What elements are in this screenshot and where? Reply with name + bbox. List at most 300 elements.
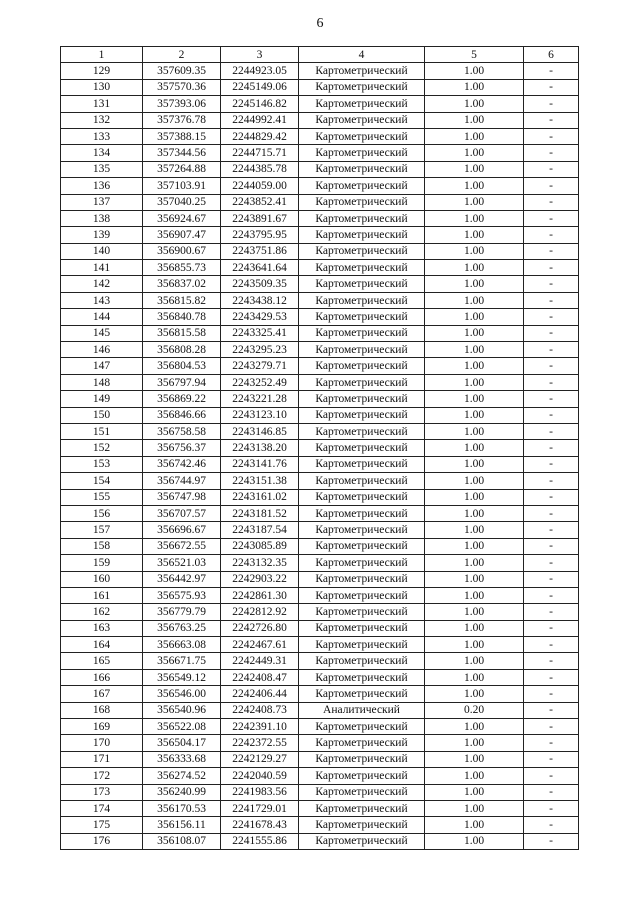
- table-row: [61, 538, 579, 554]
- method-cell: Картометрический: [299, 342, 425, 358]
- y-coordinate-cell: 2243509.35: [221, 276, 299, 292]
- note-cell: -: [524, 522, 579, 538]
- y-coordinate-cell: 2243123.10: [221, 407, 299, 423]
- table-row: [61, 604, 579, 620]
- method-cell: Картометрический: [299, 309, 425, 325]
- note-cell: -: [524, 260, 579, 276]
- accuracy-cell: 1.00: [425, 194, 524, 210]
- x-coordinate-cell: 356815.82: [143, 292, 221, 308]
- column-header-3: 3: [221, 47, 299, 63]
- point-number-cell: 161: [61, 587, 143, 603]
- method-cell: Картометрический: [299, 128, 425, 144]
- note-cell: -: [524, 178, 579, 194]
- method-cell: Картометрический: [299, 161, 425, 177]
- table-row: [61, 620, 579, 636]
- table-row: [61, 276, 579, 292]
- note-cell: -: [524, 407, 579, 423]
- y-coordinate-cell: 2242372.55: [221, 735, 299, 751]
- table-row: [61, 292, 579, 308]
- point-number-cell: 146: [61, 342, 143, 358]
- accuracy-cell: 1.00: [425, 309, 524, 325]
- point-number-cell: 157: [61, 522, 143, 538]
- method-cell: Картометрический: [299, 653, 425, 669]
- accuracy-cell: 1.00: [425, 538, 524, 554]
- accuracy-cell: 1.00: [425, 833, 524, 849]
- accuracy-cell: 1.00: [425, 751, 524, 767]
- point-number-cell: 168: [61, 702, 143, 718]
- point-number-cell: 136: [61, 178, 143, 194]
- table-row: [61, 653, 579, 669]
- point-number-cell: 149: [61, 391, 143, 407]
- method-cell: Картометрический: [299, 555, 425, 571]
- note-cell: -: [524, 800, 579, 816]
- accuracy-cell: 1.00: [425, 637, 524, 653]
- y-coordinate-cell: 2244059.00: [221, 178, 299, 194]
- y-coordinate-cell: 2243279.71: [221, 358, 299, 374]
- note-cell: -: [524, 325, 579, 341]
- accuracy-cell: 1.00: [425, 555, 524, 571]
- point-number-cell: 142: [61, 276, 143, 292]
- method-cell: Картометрический: [299, 260, 425, 276]
- note-cell: -: [524, 505, 579, 521]
- note-cell: -: [524, 473, 579, 489]
- y-coordinate-cell: 2243132.35: [221, 555, 299, 571]
- table-row: [61, 505, 579, 521]
- x-coordinate-cell: 356924.67: [143, 210, 221, 226]
- y-coordinate-cell: 2243221.28: [221, 391, 299, 407]
- point-number-cell: 165: [61, 653, 143, 669]
- y-coordinate-cell: 2243641.64: [221, 260, 299, 276]
- y-coordinate-cell: 2241729.01: [221, 800, 299, 816]
- accuracy-cell: 1.00: [425, 669, 524, 685]
- x-coordinate-cell: 356815.58: [143, 325, 221, 341]
- accuracy-cell: 1.00: [425, 407, 524, 423]
- x-coordinate-cell: 356840.78: [143, 309, 221, 325]
- note-cell: -: [524, 227, 579, 243]
- note-cell: -: [524, 210, 579, 226]
- y-coordinate-cell: 2243438.12: [221, 292, 299, 308]
- point-number-cell: 172: [61, 768, 143, 784]
- method-cell: Картометрический: [299, 833, 425, 849]
- table-row: [61, 243, 579, 259]
- y-coordinate-cell: 2243429.53: [221, 309, 299, 325]
- table-row: [61, 423, 579, 439]
- x-coordinate-cell: 356442.97: [143, 571, 221, 587]
- accuracy-cell: 1.00: [425, 784, 524, 800]
- table-row: [61, 440, 579, 456]
- point-number-cell: 151: [61, 423, 143, 439]
- table-header-row: [61, 47, 579, 63]
- accuracy-cell: 1.00: [425, 571, 524, 587]
- point-number-cell: 171: [61, 751, 143, 767]
- y-coordinate-cell: 2243751.86: [221, 243, 299, 259]
- method-cell: Картометрический: [299, 538, 425, 554]
- point-number-cell: 164: [61, 637, 143, 653]
- note-cell: -: [524, 751, 579, 767]
- x-coordinate-cell: 357264.88: [143, 161, 221, 177]
- method-cell: Картометрический: [299, 571, 425, 587]
- y-coordinate-cell: 2241555.86: [221, 833, 299, 849]
- table-row: [61, 522, 579, 538]
- method-cell: Картометрический: [299, 63, 425, 79]
- table-row: [61, 128, 579, 144]
- method-cell: Картометрический: [299, 669, 425, 685]
- note-cell: -: [524, 161, 579, 177]
- table-row: [61, 456, 579, 472]
- accuracy-cell: 1.00: [425, 260, 524, 276]
- table-row: [61, 555, 579, 571]
- x-coordinate-cell: 356156.11: [143, 817, 221, 833]
- x-coordinate-cell: 356707.57: [143, 505, 221, 521]
- table-row: [61, 145, 579, 161]
- y-coordinate-cell: 2242726.80: [221, 620, 299, 636]
- point-number-cell: 129: [61, 63, 143, 79]
- y-coordinate-cell: 2243146.85: [221, 423, 299, 439]
- table-row: [61, 374, 579, 390]
- note-cell: -: [524, 702, 579, 718]
- note-cell: -: [524, 440, 579, 456]
- accuracy-cell: 1.00: [425, 161, 524, 177]
- table-row: [61, 260, 579, 276]
- note-cell: -: [524, 555, 579, 571]
- accuracy-cell: 1.00: [425, 276, 524, 292]
- x-coordinate-cell: 357040.25: [143, 194, 221, 210]
- table-row: [61, 637, 579, 653]
- method-cell: Картометрический: [299, 719, 425, 735]
- point-number-cell: 158: [61, 538, 143, 554]
- method-cell: Картометрический: [299, 96, 425, 112]
- x-coordinate-cell: 356549.12: [143, 669, 221, 685]
- table-row: [61, 96, 579, 112]
- accuracy-cell: 1.00: [425, 686, 524, 702]
- accuracy-cell: 1.00: [425, 620, 524, 636]
- y-coordinate-cell: 2242129.27: [221, 751, 299, 767]
- table-row: [61, 309, 579, 325]
- point-number-cell: 162: [61, 604, 143, 620]
- accuracy-cell: 1.00: [425, 800, 524, 816]
- x-coordinate-cell: 357570.36: [143, 79, 221, 95]
- table-row: [61, 833, 579, 849]
- table-row: [61, 325, 579, 341]
- x-coordinate-cell: 356504.17: [143, 735, 221, 751]
- method-cell: Картометрический: [299, 620, 425, 636]
- point-number-cell: 130: [61, 79, 143, 95]
- method-cell: Картометрический: [299, 637, 425, 653]
- point-number-cell: 174: [61, 800, 143, 816]
- y-coordinate-cell: 2242391.10: [221, 719, 299, 735]
- y-coordinate-cell: 2243085.89: [221, 538, 299, 554]
- table-row: [61, 768, 579, 784]
- method-cell: Картометрический: [299, 391, 425, 407]
- column-header-5: 5: [425, 47, 524, 63]
- accuracy-cell: 1.00: [425, 96, 524, 112]
- y-coordinate-cell: 2242812.92: [221, 604, 299, 620]
- y-coordinate-cell: 2243252.49: [221, 374, 299, 390]
- point-number-cell: 133: [61, 128, 143, 144]
- note-cell: -: [524, 604, 579, 620]
- accuracy-cell: 1.00: [425, 587, 524, 603]
- y-coordinate-cell: 2242861.30: [221, 587, 299, 603]
- point-number-cell: 132: [61, 112, 143, 128]
- y-coordinate-cell: 2242406.44: [221, 686, 299, 702]
- method-cell: Картометрический: [299, 800, 425, 816]
- y-coordinate-cell: 2245149.06: [221, 79, 299, 95]
- accuracy-cell: 1.00: [425, 489, 524, 505]
- accuracy-cell: 1.00: [425, 292, 524, 308]
- method-cell: Картометрический: [299, 374, 425, 390]
- accuracy-cell: 1.00: [425, 63, 524, 79]
- column-header-6: 6: [524, 47, 579, 63]
- note-cell: -: [524, 489, 579, 505]
- accuracy-cell: 1.00: [425, 456, 524, 472]
- table-row: [61, 227, 579, 243]
- point-number-cell: 166: [61, 669, 143, 685]
- note-cell: -: [524, 768, 579, 784]
- point-number-cell: 143: [61, 292, 143, 308]
- note-cell: -: [524, 817, 579, 833]
- table-row: [61, 391, 579, 407]
- point-number-cell: 148: [61, 374, 143, 390]
- table-row: [61, 161, 579, 177]
- table-row: [61, 817, 579, 833]
- x-coordinate-cell: 356837.02: [143, 276, 221, 292]
- accuracy-cell: 1.00: [425, 735, 524, 751]
- x-coordinate-cell: 356108.07: [143, 833, 221, 849]
- table-row: [61, 784, 579, 800]
- note-cell: -: [524, 79, 579, 95]
- x-coordinate-cell: 356170.53: [143, 800, 221, 816]
- x-coordinate-cell: 357376.78: [143, 112, 221, 128]
- table-row: [61, 719, 579, 735]
- note-cell: -: [524, 669, 579, 685]
- x-coordinate-cell: 356900.67: [143, 243, 221, 259]
- point-number-cell: 154: [61, 473, 143, 489]
- accuracy-cell: 1.00: [425, 440, 524, 456]
- note-cell: -: [524, 735, 579, 751]
- y-coordinate-cell: 2245146.82: [221, 96, 299, 112]
- method-cell: Картометрический: [299, 522, 425, 538]
- table-row: [61, 800, 579, 816]
- point-number-cell: 134: [61, 145, 143, 161]
- method-cell: Картометрический: [299, 768, 425, 784]
- point-number-cell: 153: [61, 456, 143, 472]
- x-coordinate-cell: 356521.03: [143, 555, 221, 571]
- method-cell: Картометрический: [299, 325, 425, 341]
- table-row: [61, 686, 579, 702]
- accuracy-cell: 1.00: [425, 128, 524, 144]
- note-cell: -: [524, 686, 579, 702]
- y-coordinate-cell: 2242449.31: [221, 653, 299, 669]
- note-cell: -: [524, 391, 579, 407]
- y-coordinate-cell: 2244829.42: [221, 128, 299, 144]
- table-row: [61, 112, 579, 128]
- method-cell: Картометрический: [299, 751, 425, 767]
- method-cell: Картометрический: [299, 784, 425, 800]
- y-coordinate-cell: 2244923.05: [221, 63, 299, 79]
- note-cell: -: [524, 63, 579, 79]
- method-cell: Картометрический: [299, 817, 425, 833]
- x-coordinate-cell: 356742.46: [143, 456, 221, 472]
- accuracy-cell: 1.00: [425, 342, 524, 358]
- point-number-cell: 160: [61, 571, 143, 587]
- accuracy-cell: 1.00: [425, 423, 524, 439]
- table-row: [61, 702, 579, 718]
- page-number: 6: [316, 16, 324, 31]
- point-number-cell: 175: [61, 817, 143, 833]
- x-coordinate-cell: 357103.91: [143, 178, 221, 194]
- point-number-cell: 138: [61, 210, 143, 226]
- x-coordinate-cell: 356779.79: [143, 604, 221, 620]
- method-cell: Картометрический: [299, 210, 425, 226]
- y-coordinate-cell: 2243138.20: [221, 440, 299, 456]
- point-number-cell: 147: [61, 358, 143, 374]
- x-coordinate-cell: 356797.94: [143, 374, 221, 390]
- note-cell: -: [524, 309, 579, 325]
- method-cell: Картометрический: [299, 292, 425, 308]
- accuracy-cell: 1.00: [425, 145, 524, 161]
- accuracy-cell: 0.20: [425, 702, 524, 718]
- accuracy-cell: 1.00: [425, 210, 524, 226]
- note-cell: -: [524, 96, 579, 112]
- x-coordinate-cell: 356671.75: [143, 653, 221, 669]
- accuracy-cell: 1.00: [425, 391, 524, 407]
- note-cell: -: [524, 145, 579, 161]
- x-coordinate-cell: 356855.73: [143, 260, 221, 276]
- method-cell: Картометрический: [299, 587, 425, 603]
- method-cell: Картометрический: [299, 79, 425, 95]
- method-cell: Картометрический: [299, 604, 425, 620]
- x-coordinate-cell: 356747.98: [143, 489, 221, 505]
- note-cell: -: [524, 292, 579, 308]
- point-number-cell: 131: [61, 96, 143, 112]
- x-coordinate-cell: 356663.08: [143, 637, 221, 653]
- method-cell: Картометрический: [299, 423, 425, 439]
- note-cell: -: [524, 243, 579, 259]
- column-header-2: 2: [143, 47, 221, 63]
- x-coordinate-cell: 356333.68: [143, 751, 221, 767]
- point-number-cell: 167: [61, 686, 143, 702]
- method-cell: Картометрический: [299, 489, 425, 505]
- method-cell: Аналитический: [299, 702, 425, 718]
- y-coordinate-cell: 2242467.61: [221, 637, 299, 653]
- note-cell: -: [524, 358, 579, 374]
- method-cell: Картометрический: [299, 456, 425, 472]
- table-row: [61, 63, 579, 79]
- note-cell: -: [524, 342, 579, 358]
- y-coordinate-cell: 2242408.47: [221, 669, 299, 685]
- method-cell: Картометрический: [299, 243, 425, 259]
- method-cell: Картометрический: [299, 440, 425, 456]
- y-coordinate-cell: 2243891.67: [221, 210, 299, 226]
- x-coordinate-cell: 356696.67: [143, 522, 221, 538]
- table-row: [61, 751, 579, 767]
- accuracy-cell: 1.00: [425, 522, 524, 538]
- accuracy-cell: 1.00: [425, 325, 524, 341]
- y-coordinate-cell: 2243141.76: [221, 456, 299, 472]
- note-cell: -: [524, 571, 579, 587]
- table-row: [61, 571, 579, 587]
- note-cell: -: [524, 784, 579, 800]
- coordinates-table: [60, 46, 579, 850]
- note-cell: -: [524, 374, 579, 390]
- point-number-cell: 170: [61, 735, 143, 751]
- table-row: [61, 489, 579, 505]
- x-coordinate-cell: 357609.35: [143, 63, 221, 79]
- y-coordinate-cell: 2242040.59: [221, 768, 299, 784]
- accuracy-cell: 1.00: [425, 768, 524, 784]
- y-coordinate-cell: 2243795.95: [221, 227, 299, 243]
- table-row: [61, 735, 579, 751]
- method-cell: Картометрический: [299, 145, 425, 161]
- method-cell: Картометрический: [299, 194, 425, 210]
- table-row: [61, 194, 579, 210]
- x-coordinate-cell: 357393.06: [143, 96, 221, 112]
- x-coordinate-cell: 357344.56: [143, 145, 221, 161]
- x-coordinate-cell: 356804.53: [143, 358, 221, 374]
- note-cell: -: [524, 587, 579, 603]
- method-cell: Картометрический: [299, 473, 425, 489]
- note-cell: -: [524, 833, 579, 849]
- method-cell: Картометрический: [299, 112, 425, 128]
- y-coordinate-cell: 2243161.02: [221, 489, 299, 505]
- point-number-cell: 141: [61, 260, 143, 276]
- x-coordinate-cell: 356808.28: [143, 342, 221, 358]
- x-coordinate-cell: 356240.99: [143, 784, 221, 800]
- point-number-cell: 137: [61, 194, 143, 210]
- x-coordinate-cell: 356907.47: [143, 227, 221, 243]
- y-coordinate-cell: 2241983.56: [221, 784, 299, 800]
- table-row: [61, 358, 579, 374]
- column-header-4: 4: [299, 47, 425, 63]
- method-cell: Картометрический: [299, 276, 425, 292]
- table-row: [61, 178, 579, 194]
- note-cell: -: [524, 276, 579, 292]
- accuracy-cell: 1.00: [425, 653, 524, 669]
- accuracy-cell: 1.00: [425, 604, 524, 620]
- point-number-cell: 176: [61, 833, 143, 849]
- table-row: [61, 669, 579, 685]
- point-number-cell: 152: [61, 440, 143, 456]
- x-coordinate-cell: 356575.93: [143, 587, 221, 603]
- y-coordinate-cell: 2243852.41: [221, 194, 299, 210]
- x-coordinate-cell: 356540.96: [143, 702, 221, 718]
- point-number-cell: 139: [61, 227, 143, 243]
- point-number-cell: 163: [61, 620, 143, 636]
- column-header-1: 1: [61, 47, 143, 63]
- x-coordinate-cell: 357388.15: [143, 128, 221, 144]
- point-number-cell: 155: [61, 489, 143, 505]
- note-cell: -: [524, 538, 579, 554]
- x-coordinate-cell: 356756.37: [143, 440, 221, 456]
- accuracy-cell: 1.00: [425, 178, 524, 194]
- point-number-cell: 169: [61, 719, 143, 735]
- y-coordinate-cell: 2243187.54: [221, 522, 299, 538]
- note-cell: -: [524, 456, 579, 472]
- accuracy-cell: 1.00: [425, 358, 524, 374]
- note-cell: -: [524, 112, 579, 128]
- y-coordinate-cell: 2243295.23: [221, 342, 299, 358]
- x-coordinate-cell: 356763.25: [143, 620, 221, 636]
- note-cell: -: [524, 128, 579, 144]
- x-coordinate-cell: 356869.22: [143, 391, 221, 407]
- method-cell: Картометрический: [299, 505, 425, 521]
- point-number-cell: 135: [61, 161, 143, 177]
- x-coordinate-cell: 356546.00: [143, 686, 221, 702]
- x-coordinate-cell: 356672.55: [143, 538, 221, 554]
- point-number-cell: 156: [61, 505, 143, 521]
- point-number-cell: 173: [61, 784, 143, 800]
- x-coordinate-cell: 356758.58: [143, 423, 221, 439]
